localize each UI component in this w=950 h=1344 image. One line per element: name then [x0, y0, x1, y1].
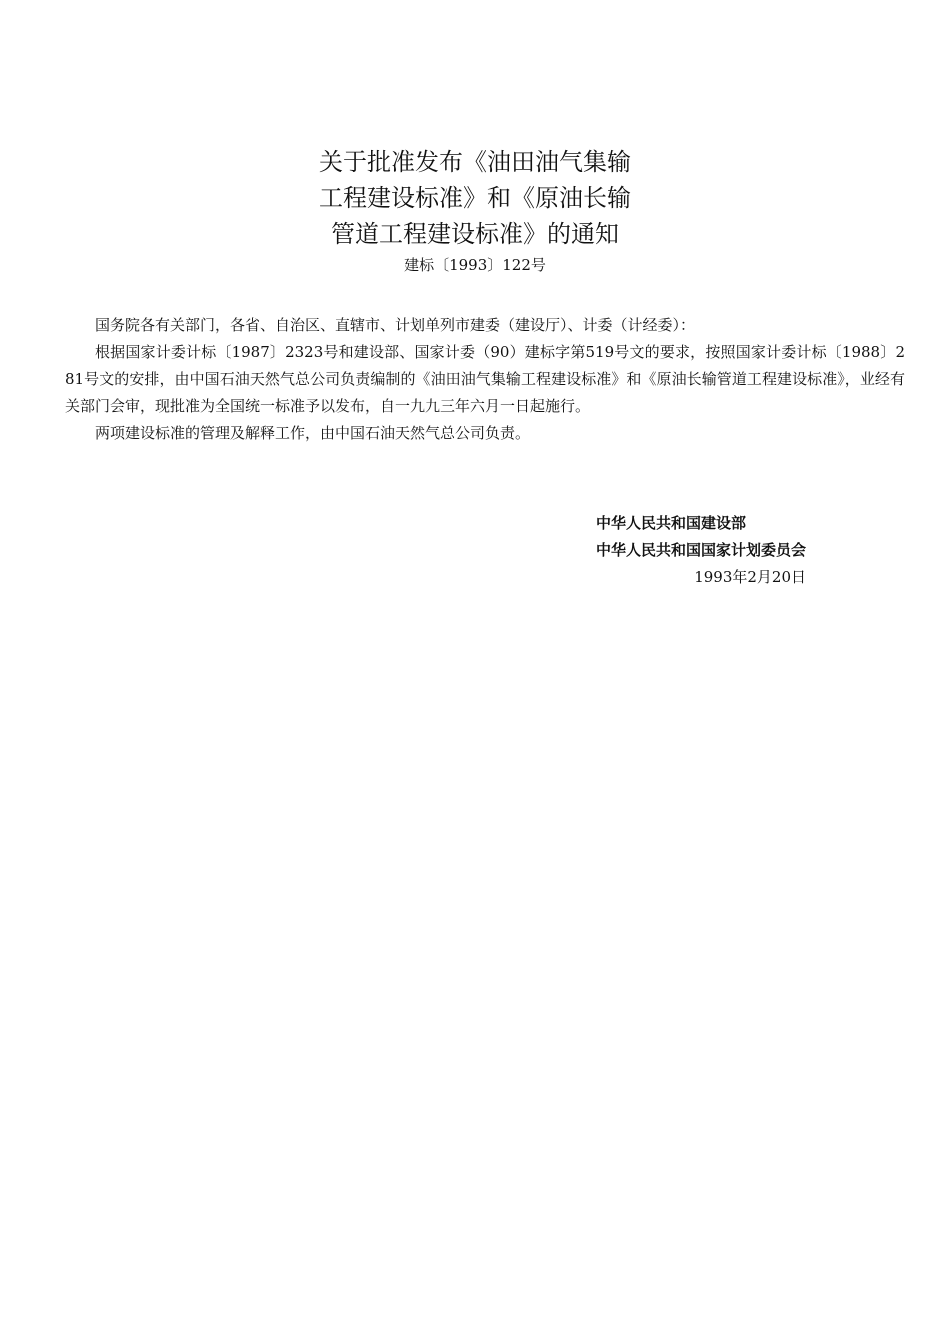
- signatory-organization: 中华人民共和国建设部: [596, 514, 747, 532]
- title-line: 管道工程建设标准》的通知: [331, 220, 619, 248]
- body-paragraph: 根据国家计委计标〔1987〕2323号和建设部、国家计委（90）建标字第519号文的要求，按照国家计委计标〔1988〕281号文的安排，由中国石油天然气总公司负责编制的《油田油气集输工程建设标准》和《原油长输管道工程建设标准》，业经有关部门会审，现批准为全国统一标准予以发布，自一九九三年六月一日起施行。: [65, 343, 905, 415]
- signature-block: [596, 510, 806, 591]
- document-title: [0, 144, 950, 252]
- signatory-organization: 中华人民共和国国家计划委员会: [596, 541, 807, 559]
- title-line: 工程建设标准》和《原油长输: [319, 184, 631, 212]
- document-number: 建标〔1993〕122号: [404, 256, 546, 274]
- document-body: [65, 312, 905, 447]
- title-line: 关于批准发布《油田油气集输: [319, 148, 631, 176]
- body-paragraph: 两项建设标准的管理及解释工作，由中国石油天然气总公司负责。: [95, 424, 531, 442]
- salutation-paragraph: 国务院各有关部门，各省、自治区、直辖市、计划单列市建委（建设厅）、计委（计经委）：: [95, 316, 696, 334]
- document-date: 1993年2月20日: [694, 568, 807, 586]
